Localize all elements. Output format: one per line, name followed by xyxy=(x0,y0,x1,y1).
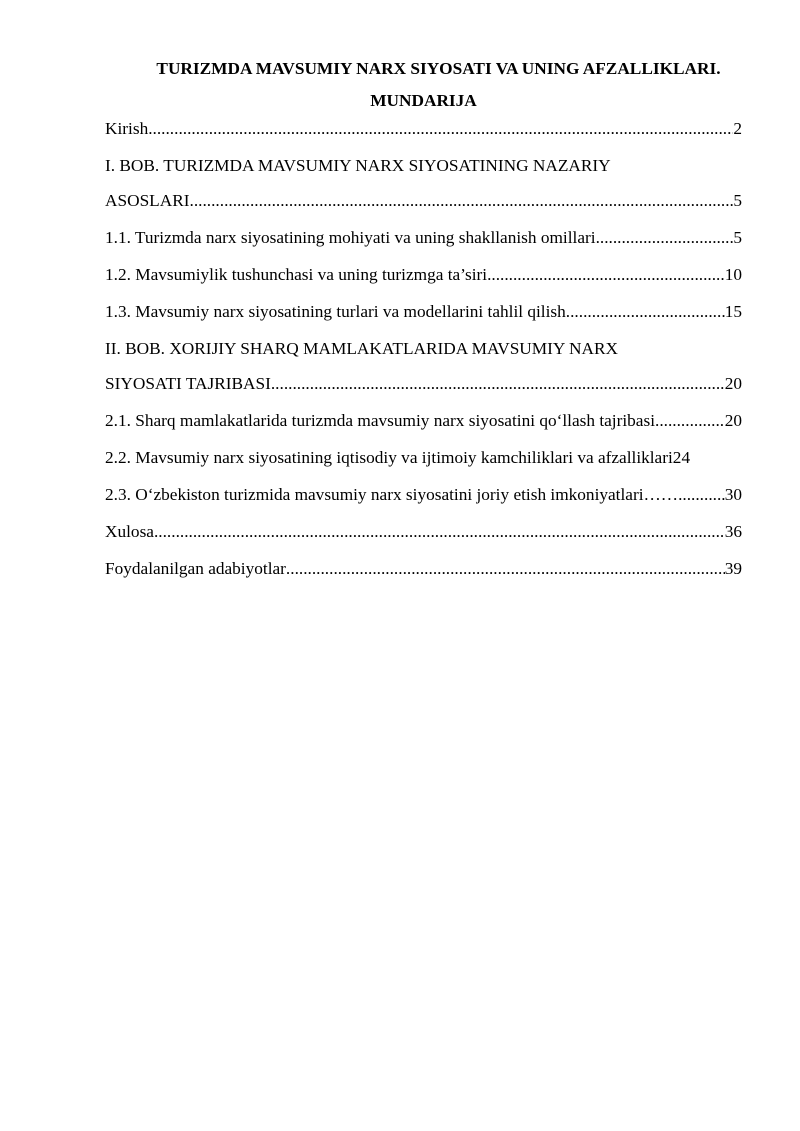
toc-dot-leader xyxy=(286,556,725,582)
toc-entry-2-2[interactable] xyxy=(105,445,742,471)
toc-entry-text: SIYOSATI TAJRIBASI xyxy=(105,374,271,393)
toc-dot-leader xyxy=(487,262,725,288)
toc-entry-text-line1: II. BOB. XORIJIY SHARQ MAMLAKATLARIDA MAVSUMIY NARX xyxy=(105,339,619,358)
toc-entry-text: 2.3. O‘zbekiston turizmida mavsumiy narx siyosatini joriy etish imkoniyatlari…… xyxy=(105,485,679,504)
toc-page-number: 2 xyxy=(733,119,742,138)
toc-page-number: 15 xyxy=(724,302,742,321)
toc-entry-1-3[interactable] xyxy=(105,299,742,325)
toc-page-number: 5 xyxy=(733,191,742,210)
toc-page-number: 10 xyxy=(724,265,742,284)
toc-entry-text: 1.3. Mavsumiy narx siyosatining turlari va modellarini tahlil qilish xyxy=(105,302,566,321)
toc-entry-text: 1.2. Mavsumiylik tushunchasi va uning turizmga ta’siri xyxy=(105,265,488,284)
toc-dot-leader xyxy=(596,225,734,251)
toc-entry-text-line1: I. BOB. TURIZMDA MAVSUMIY NARX SIYOSATINING NAZARIY xyxy=(105,156,611,175)
toc-dot-leader xyxy=(190,188,734,214)
toc-page-number: 20 xyxy=(724,374,742,393)
toc-page-number: 30 xyxy=(724,485,742,504)
toc-heading: MUNDARIJA xyxy=(370,91,477,110)
toc-entry-chapter-1[interactable] xyxy=(105,153,742,214)
toc-entry-text: 2.1. Sharq mamlakatlarida turizmda mavsumiy narx siyosatini qo‘llash tajribasi xyxy=(105,411,655,430)
toc-entry-xulosa[interactable] xyxy=(105,519,742,545)
toc-dot-leader xyxy=(655,408,725,434)
toc-entry-kirish[interactable] xyxy=(105,116,742,142)
toc-entry-text: 2.2. Mavsumiy narx siyosatining iqtisodiy va ijtimoiy kamchiliklari va afzalliklari xyxy=(105,448,673,467)
toc-entry-adabiyotlar[interactable] xyxy=(105,556,742,582)
toc-entry-text: ASOSLARI xyxy=(105,191,190,210)
toc-entry-text: Xulosa xyxy=(105,522,154,541)
toc-dot-leader xyxy=(154,519,725,545)
toc-entry-text: Foydalanilgan adabiyotlar xyxy=(105,559,286,578)
toc-page-number: 5 xyxy=(733,228,742,247)
toc-page-number: 24 xyxy=(672,448,691,467)
toc-dot-leader xyxy=(678,482,725,508)
toc-entry-1-2[interactable] xyxy=(105,262,742,288)
toc-page-number: 36 xyxy=(724,522,742,541)
toc-entry-chapter-2[interactable] xyxy=(105,336,742,397)
toc-entry-text: 1.1. Turizmda narx siyosatining mohiyati va uning shakllanish omillari xyxy=(105,228,596,247)
toc-entry-2-3[interactable] xyxy=(105,482,742,508)
toc-dot-leader xyxy=(271,371,725,397)
toc-dot-leader xyxy=(566,299,725,325)
toc-page-number: 39 xyxy=(724,559,742,578)
toc-dot-leader xyxy=(148,116,733,142)
toc-entry-text: Kirish xyxy=(105,119,149,138)
toc-page-number: 20 xyxy=(724,411,742,430)
table-of-contents xyxy=(105,116,742,582)
toc-entry-2-1[interactable] xyxy=(105,408,742,434)
document-title: TURIZMDA MAVSUMIY NARX SIYOSATI VA UNING AFZALLIKLARI. xyxy=(156,59,721,78)
toc-entry-1-1[interactable] xyxy=(105,225,742,251)
